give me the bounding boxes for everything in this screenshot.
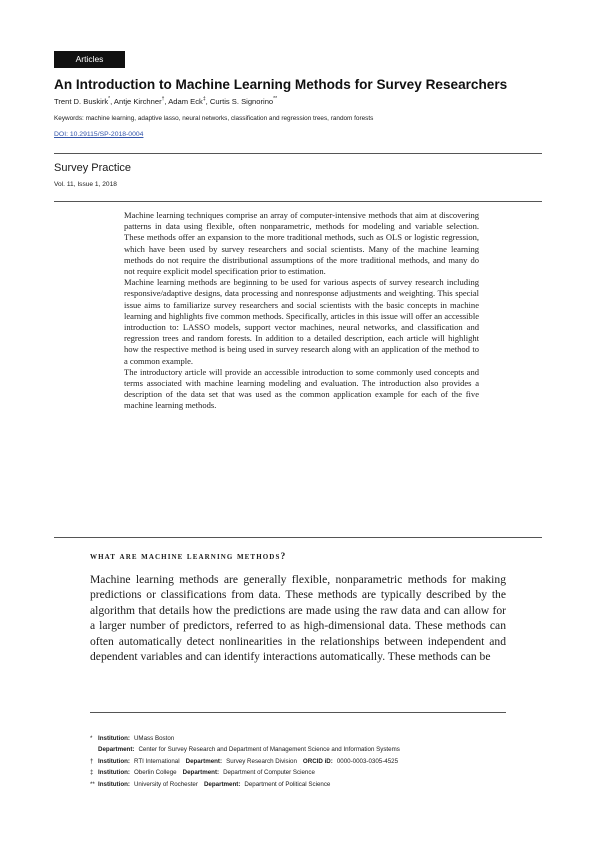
author-separator: , [205, 97, 210, 106]
footnote-value: Department of Computer Science [223, 769, 315, 777]
article-title: An Introduction to Machine Learning Methods for Survey Researchers [54, 77, 508, 92]
abstract-paragraph: The introductory article will provide an accessible introduction to some commonly used concepts and terms associated with machine learning modeling and evaluation. The introduction also provides a description of the data set that was used as the common application example for each of the five machine learning methods. [124, 366, 479, 411]
author-separator: , [164, 97, 169, 106]
footnote-value: 0000-0003-0305-4525 [336, 757, 399, 765]
author-name: Adam Eck [168, 97, 203, 106]
footnote-value: Department of Political Science [244, 780, 331, 788]
abstract [124, 210, 479, 412]
footnote-mark: ‡ [90, 769, 94, 777]
footnote-value: Survey Research Division [226, 757, 297, 765]
footnote-label: ORCID iD: [302, 757, 333, 765]
author-affiliation-mark: ** [273, 96, 278, 102]
article-type-badge: Articles [54, 51, 125, 68]
footnote-mark [90, 744, 98, 755]
footnote-label: Institution: [98, 757, 130, 765]
author-name: Antje Kirchner [113, 97, 162, 106]
footnotes [90, 733, 510, 790]
keywords: Keywords: machine learning, adaptive lasso, neural networks, classification and regression trees, random forests [54, 115, 374, 122]
journal-divider [54, 201, 542, 202]
footnote-value: Oberlin College [133, 769, 177, 777]
footnote-label: Department: [182, 769, 220, 777]
footnote-label: Institution: [98, 735, 130, 742]
author-affiliation-mark: † [161, 96, 165, 102]
volume-issue: Vol. 11, Issue 1, 2018 [54, 181, 117, 188]
author-list [54, 96, 277, 106]
abstract-paragraph: Machine learning techniques comprise an array of computer-intensive methods that aim at discovering patterns in data using flexible, often nonparametric, methods for modeling and variable selection. These methods offer an expansion to the more traditional methods, such as OLS or logistic regression, which have been used by survey researchers and social scientists. Many of the machine learning methods do not require the distributional assumptions of the more traditional methods, and many do not require explicit model specification prior to estimation. [124, 210, 479, 277]
author-separator: , [110, 97, 114, 106]
footnote-mark: † [90, 757, 94, 765]
body-paragraph: Machine learning methods are generally flexible, nonparametric methods for making predictions or classifications from data. These methods are typically described by the algorithm that details how the predictions are made using the raw data and can allow for a larger number of predictors, referred to as high-dimensional data. These methods can often automatically detect nonlinearities in the relationships between independent and dependent variables and can identify interactions automatically. These methods can be [90, 573, 506, 664]
footnote-mark: ** [90, 780, 95, 788]
author-name: Trent D. Buskirk [54, 97, 109, 106]
footnote-label: Department: [203, 780, 241, 788]
footnote-mark: * [90, 735, 93, 742]
author-affiliation-mark: * [108, 96, 111, 102]
footnote-label: Institution: [98, 769, 130, 777]
footnote-value: Center for Survey Research and Department of Management Science and Information Systems [138, 746, 400, 754]
footnote-row [90, 779, 510, 790]
abstract-paragraph: Machine learning methods are beginning to be used for various aspects of survey research including responsive/adaptive designs, data processing and nonresponse adjustments and weighting. This special issue aims to familiarize survey researchers and social scientists with the basic concepts in machine learning and highlights five common methods. Specifically, articles in this issue will offer an accessible introduction to: LASSO models, support vector machines, neural networks, and classification and regression trees and random forests. In addition to a detailed description, each article will highlight how the respective method is being used in survey research along with an application of the method to a common example. [124, 277, 479, 366]
doi-link[interactable]: DOI: 10.29115/SP-2018-0004 [54, 131, 144, 138]
author-name: Curtis S. Signorino [209, 97, 274, 106]
header-divider [54, 153, 542, 154]
footnote-row [90, 733, 510, 744]
footnote-row [90, 744, 510, 755]
footnote-row [90, 756, 510, 767]
journal-name: Survey Practice [54, 162, 132, 174]
author-affiliation-mark: ‡ [202, 96, 206, 102]
footnote-value: RTI International [133, 757, 180, 765]
abstract-divider [54, 537, 542, 538]
footnote-value: University of Rochester [133, 780, 198, 788]
footnote-label: Institution: [98, 780, 130, 788]
section-heading: what are machine learning methods? [90, 551, 287, 562]
footnote-row [90, 767, 510, 778]
footnote-label: Department: [185, 757, 223, 765]
footnote-divider [90, 712, 506, 713]
footnote-label: Department: [98, 746, 135, 754]
footnote-value: UMass Boston [133, 735, 175, 742]
